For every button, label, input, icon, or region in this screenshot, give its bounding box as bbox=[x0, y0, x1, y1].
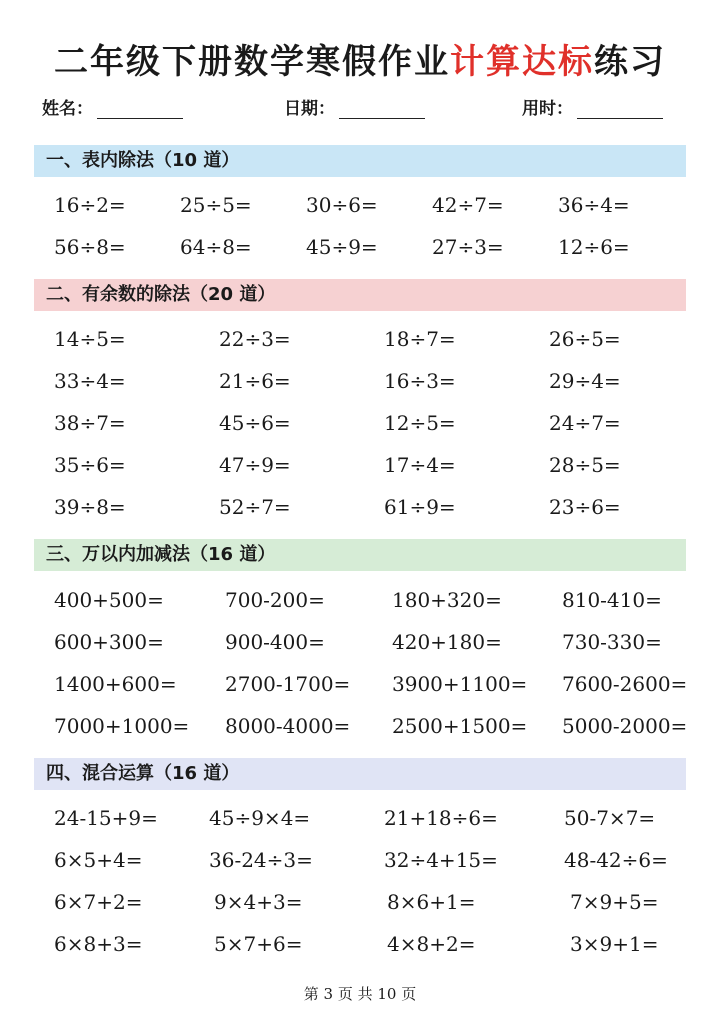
problem: 3×9+1= bbox=[570, 932, 659, 956]
problem: 21÷6= bbox=[219, 369, 291, 393]
info-row bbox=[42, 94, 682, 124]
problem: 6×7+2= bbox=[54, 890, 143, 914]
problem: 730-330= bbox=[562, 630, 662, 654]
page-footer: 第 3 页 共 10 页 bbox=[303, 985, 417, 1003]
problem: 3900+1100= bbox=[392, 672, 528, 696]
time-field bbox=[522, 94, 663, 119]
section-header-4: 四、混合运算（16 道） bbox=[34, 758, 686, 790]
date-field bbox=[284, 94, 425, 119]
problem: 14÷5= bbox=[54, 327, 126, 351]
problem: 5×7+6= bbox=[214, 932, 303, 956]
problem: 25÷5= bbox=[180, 193, 252, 217]
time-blank bbox=[577, 98, 663, 119]
problem: 23÷6= bbox=[549, 495, 621, 519]
problem: 35÷6= bbox=[54, 453, 126, 477]
problem: 32÷4+15= bbox=[384, 848, 498, 872]
problem: 810-410= bbox=[562, 588, 662, 612]
problem: 7600-2600= bbox=[562, 672, 688, 696]
problem: 9×4+3= bbox=[214, 890, 303, 914]
problem: 8×6+1= bbox=[387, 890, 476, 914]
problem: 4×8+2= bbox=[387, 932, 476, 956]
problem: 22÷3= bbox=[219, 327, 291, 351]
problem: 24÷7= bbox=[549, 411, 621, 435]
problem: 50-7×7= bbox=[564, 806, 656, 830]
section-header-2: 二、有余数的除法（20 道） bbox=[34, 279, 686, 311]
problem: 42÷7= bbox=[432, 193, 504, 217]
problem: 16÷2= bbox=[54, 193, 126, 217]
problem: 5000-2000= bbox=[562, 714, 688, 738]
problem: 17÷4= bbox=[384, 453, 456, 477]
date-label: 日期： bbox=[284, 99, 335, 119]
problem: 27÷3= bbox=[432, 235, 504, 259]
name-blank bbox=[97, 98, 183, 119]
name-label: 姓名： bbox=[42, 99, 93, 119]
problem: 52÷7= bbox=[219, 495, 291, 519]
page-title bbox=[0, 34, 720, 83]
problem: 64÷8= bbox=[180, 235, 252, 259]
title-tail: 练习 bbox=[594, 42, 666, 82]
time-label: 用时： bbox=[522, 99, 573, 119]
problem: 180+320= bbox=[392, 588, 502, 612]
problem: 30÷6= bbox=[306, 193, 378, 217]
problem: 6×5+4= bbox=[54, 848, 143, 872]
section-header-3: 三、万以内加减法（16 道） bbox=[34, 539, 686, 571]
problem: 700-200= bbox=[225, 588, 325, 612]
problem: 1400+600= bbox=[54, 672, 177, 696]
problem: 8000-4000= bbox=[225, 714, 351, 738]
problem: 45÷6= bbox=[219, 411, 291, 435]
problem: 48-42÷6= bbox=[564, 848, 668, 872]
problem: 29÷4= bbox=[549, 369, 621, 393]
date-blank bbox=[339, 98, 425, 119]
problem: 18÷7= bbox=[384, 327, 456, 351]
problem: 45÷9= bbox=[306, 235, 378, 259]
problem: 6×8+3= bbox=[54, 932, 143, 956]
problem: 39÷8= bbox=[54, 495, 126, 519]
problem: 400+500= bbox=[54, 588, 164, 612]
problem: 12÷5= bbox=[384, 411, 456, 435]
problem: 2700-1700= bbox=[225, 672, 351, 696]
problem: 56÷8= bbox=[54, 235, 126, 259]
problem: 47÷9= bbox=[219, 453, 291, 477]
title-main: 二年级下册数学寒假作业 bbox=[54, 42, 450, 82]
problem: 7000+1000= bbox=[54, 714, 190, 738]
problem: 33÷4= bbox=[54, 369, 126, 393]
problem: 2500+1500= bbox=[392, 714, 528, 738]
problem: 24-15+9= bbox=[54, 806, 158, 830]
problem: 61÷9= bbox=[384, 495, 456, 519]
problem: 16÷3= bbox=[384, 369, 456, 393]
problem: 12÷6= bbox=[558, 235, 630, 259]
problem: 28÷5= bbox=[549, 453, 621, 477]
problem: 420+180= bbox=[392, 630, 502, 654]
problem: 900-400= bbox=[225, 630, 325, 654]
problem: 36÷4= bbox=[558, 193, 630, 217]
problem: 21+18÷6= bbox=[384, 806, 498, 830]
problem: 600+300= bbox=[54, 630, 164, 654]
title-highlight: 计算达标 bbox=[450, 42, 594, 82]
problem: 38÷7= bbox=[54, 411, 126, 435]
problem: 45÷9×4= bbox=[209, 806, 311, 830]
section-header-1: 一、表内除法（10 道） bbox=[34, 145, 686, 177]
problem: 26÷5= bbox=[549, 327, 621, 351]
name-field bbox=[42, 94, 183, 119]
problem: 7×9+5= bbox=[570, 890, 659, 914]
problem: 36-24÷3= bbox=[209, 848, 313, 872]
